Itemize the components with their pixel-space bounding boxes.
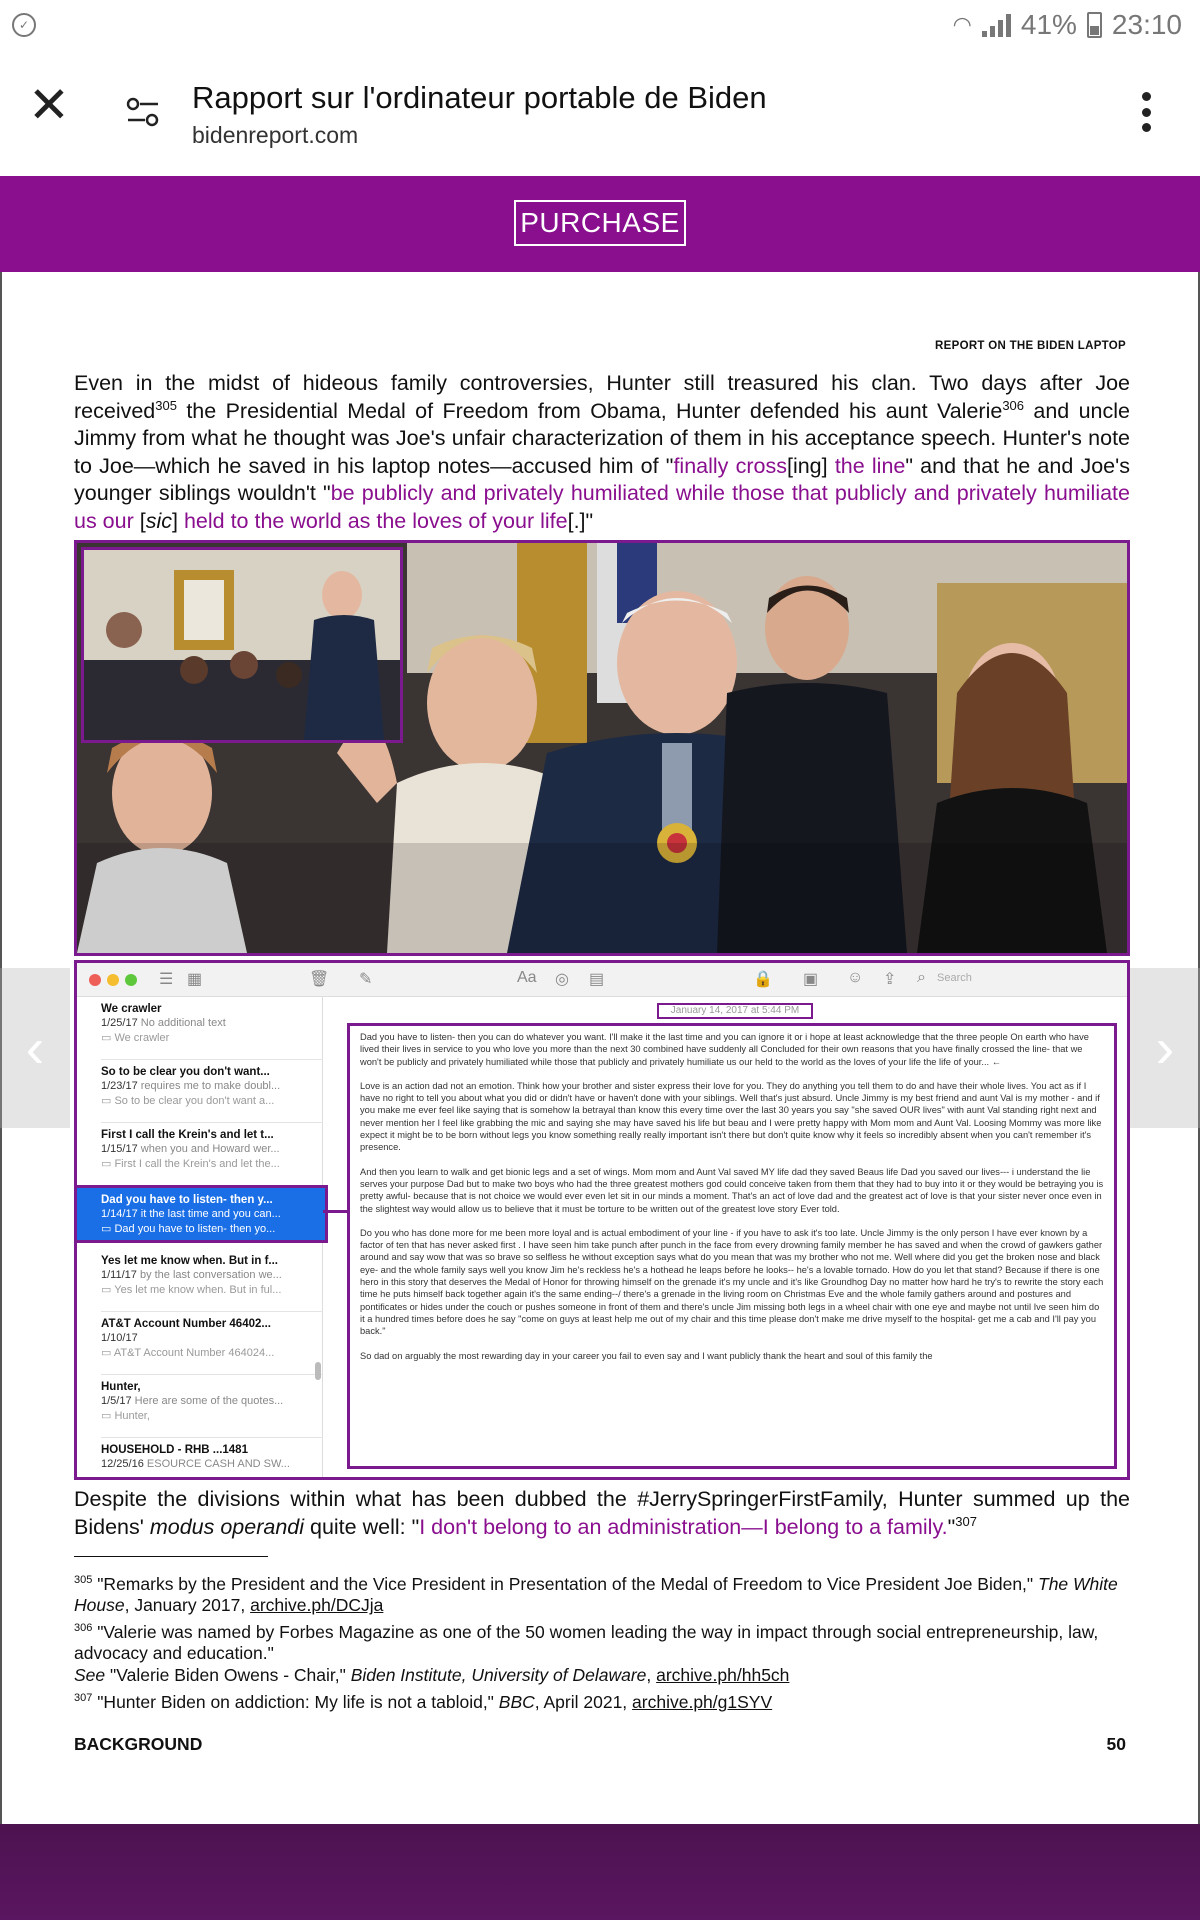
- note-list-item-selected[interactable]: Dad you have to listen- then y... 1/14/17 it the last time and you can... ▭ Dad you have to listen- then yo...: [74, 1185, 328, 1243]
- note-list-item[interactable]: Hunter, 1/5/17 Here are some of the quotes... ▭ Hunter,: [101, 1381, 284, 1422]
- footnote-305: $^{305}$ "Remarks by the President and the Vice President in Presentation of the Medal of Freedom to Vice President Joe Biden," The White House, January 2017, archive.ph/DCJja: [74, 1573, 1118, 1616]
- window-zoom-icon[interactable]: [125, 974, 137, 986]
- signal-icon: [982, 13, 1011, 37]
- purchase-button[interactable]: PURCHASE: [514, 200, 686, 246]
- search-input[interactable]: Search: [937, 972, 972, 984]
- format-icon[interactable]: Aa: [517, 969, 537, 986]
- gallery-view-icon[interactable]: ▦: [187, 971, 203, 988]
- note-paragraph: And then you learn to walk and get bionic legs and a set of wings. Mom mom and Aunt Val saved MY life dad they saved Beaus life Dad you saved our lives--- i understand the lie serves your purpose Dad but to make two boys who had the three greatest mothers god could conceive taken from them that they had to buy into it or they would be betraying you is pretty awful- because that is not choice we would ever even let sit in our minds a moment. That's an act of love dad and the greatest act of love is that your sister never once even in the slightest way would allow us to believe that it must be torture to be written out of the greatest love story Ever told.: [360, 1166, 1104, 1214]
- footnote-ref-305[interactable]: 305: [155, 397, 177, 413]
- page-title: Rapport sur l'ordinateur portable de Biden: [192, 80, 767, 115]
- footnote-link[interactable]: archive.ph/g1SYV: [632, 1691, 773, 1712]
- media-icon[interactable]: ▣: [803, 971, 819, 988]
- footnote-link[interactable]: archive.ph/hh5ch: [656, 1664, 790, 1685]
- note-list-item[interactable]: We crawler 1/25/17 No additional text ▭ We crawler: [101, 1003, 226, 1044]
- footnote-307: $^{307}$ "Hunter Biden on addiction: My life is not a tabloid," BBC, April 2021, archive.ph/g1SYV: [74, 1691, 773, 1712]
- note-paragraph: Do you who has done more for me been more loyal and is actual embodiment of your line - if you have to ask it's too late. Uncle Jimmy is the only person I have ever known by a factor of ten that has never asked first . I have seen him take punch after punch in the face from every drowning family member he has saved and when the crowd of gawkers gather around and say wow that was so brave so selfless he without exception says what do you mean that was my brother who not me. Well where did you get the broken nose and black eye- and the whole family says well you know Jim he's reckless he's a hothead he leaps before he looks-- he's a lovable tornado. How do you let that stand? Because if there is one hero in this story that deserves the Medal of Honor for throwing himself on the grenade it's my uncle and it's like Groundhog Day no matter how hard he try's to rewrite the story each time he puts himself back together again it's the same ending--/ there's a grenade in the living room on Christmas Eve and the whole family gathers around and postures and pontificates or hides under the couch or pushes someone in front of them and there's uncle Jim missing both legs in a wheel chair with one eye and maybe not until Ive seen him do it a hundred times before does he say "come on guys at least help me out of my chair and this time please don't make me drive myself to the hospital- get me a cab and I'll pay you back.": [360, 1227, 1104, 1337]
- report-page: [0, 272, 1200, 1824]
- notes-list-scrollbar[interactable]: [315, 1362, 321, 1380]
- section-footer: BACKGROUND: [74, 1734, 203, 1754]
- notes-app-screenshot: [74, 960, 1130, 1480]
- notification-icon: ✓: [12, 13, 36, 37]
- browser-top-bar: [0, 52, 1200, 176]
- body-paragraph-1: Even in the midst of hideous family controversies, Hunter still treasured his clan. Two days after Joe received$^{305}$ the Presidential Medal of Freedom from Obama, Hunter defended his aunt Valerie$^{306}$ and uncle Jimmy from what he thought was Joe's unfair characterization of them in his acceptance speech. Hunter's note to Joe—which he saved in his laptop notes—accused him of "finally cross[ing] the line" and that he and Joe's younger siblings wouldn't "be publicly and privately humiliated while those that publicly and privately humiliate us our [sic] held to the world as the loves of your life[.]": [74, 371, 1130, 533]
- site-settings-icon[interactable]: [126, 92, 160, 132]
- footnote-ref-306[interactable]: 306: [1002, 397, 1025, 413]
- note-list-item[interactable]: First I call the Krein's and let t... 1/15/17 when you and Howard wer... ▭ First I call the Krein's and let the...: [101, 1129, 280, 1170]
- wifi-icon: ◠: [952, 12, 972, 37]
- battery-percent: 41%: [1020, 9, 1077, 40]
- note-body: [347, 1023, 1117, 1469]
- notes-list: [77, 997, 323, 1480]
- share-icon[interactable]: ⇪: [883, 971, 897, 988]
- body-paragraph-2: Despite the divisions within what has been dubbed the #JerrySpringerFirstFamily, Hunter summed up the Bidens' modus operandi quite well: "I don't belong to an administration—I belong to a family."$^{307}$: [74, 1487, 1130, 1539]
- running-header: REPORT ON THE BIDEN LAPTOP: [935, 340, 1126, 352]
- clock: 23:10: [1111, 9, 1182, 40]
- status-bar: [0, 0, 1200, 52]
- note-date-stamp: January 14, 2017 at 5:44 PM: [657, 1003, 813, 1019]
- lock-icon[interactable]: 🔒: [753, 971, 773, 988]
- footnote-divider: [74, 1556, 268, 1557]
- inset-photo: [81, 547, 403, 743]
- page-url: bidenreport.com: [192, 122, 359, 148]
- note-list-item[interactable]: HOUSEHOLD - RHB ...1481 12/25/16 ESOURCE CASH AND SW...: [101, 1444, 290, 1470]
- medal-ceremony-photo: [74, 540, 1130, 956]
- search-icon[interactable]: ⌕: [917, 969, 926, 986]
- battery-icon: [1087, 12, 1102, 38]
- note-list-item[interactable]: So to be clear you don't want... 1/23/17 requires me to make doubl... ▭ So to be clear you don't want a...: [101, 1066, 281, 1107]
- note-paragraph: Dad you have to listen- then you can do whatever you want. I'll make it the last time and you can ignore it or i hope at least acknowledge that the three people On earth who have lived their lives in service to you who love you more than the next 30 combined have suddenly all Concluded for their own reasons that you have finally crossed the line- that we won't be publicly and privately humiliated while those that publicly and privately humiliate us our held to the world as the loves of your life the life of your... ←: [360, 1032, 1089, 1067]
- page-number: 50: [1106, 1734, 1126, 1754]
- footnote-link[interactable]: archive.ph/DCJja: [250, 1595, 384, 1616]
- share-people-icon[interactable]: ☺: [847, 969, 864, 986]
- previous-page-arrow[interactable]: ‹: [0, 968, 70, 1128]
- compose-icon[interactable]: ✎: [359, 971, 373, 988]
- checklist-icon[interactable]: ◎: [555, 971, 569, 988]
- purchase-banner: [0, 176, 1200, 272]
- close-icon[interactable]: ✕: [28, 77, 70, 133]
- table-icon[interactable]: ▤: [589, 971, 605, 988]
- footnote-306: $^{306}$ "Valerie was named by Forbes Magazine as one of the 50 women leading the way in impact through social entrepreneurship, law, advocacy and education." See "Valerie Biden Owens - Chair," Biden Institute, University of Delaware, archive.ph/hh5ch: [74, 1621, 1099, 1685]
- note-list-item[interactable]: AT&T Account Number 46402... 1/10/17 ▭ AT&T Account Number 464024...: [101, 1318, 275, 1359]
- window-minimize-icon[interactable]: [107, 974, 119, 986]
- note-paragraph: Love is an action dad not an emotion. Think how your brother and sister express their love for you. They do anything you tell them to do and have their whole lives. You act as if I have no right to tell you about what you did or didn't have or haven't done with your siblings. Well that's just absurd. Uncle Jimmy is my best friend and aunt Val is my mother - and if you make me ever feel like saying that is somehow la betrayal than know this every time over the last 30 years you say "she saved OUR lives" with aunt Val standing right next and never mention her I feel like grabbing the mic and saying she may have saved his life but beau and I were pretty happy with Mom mom and Aunt Val. Loosing Mommy was more like expect it might be to be born without legs you know something really really important isn't there but don't quite know why it feels so incredibly absent when you can't remember it's presence.: [360, 1080, 1102, 1153]
- notes-toolbar: [77, 963, 1127, 997]
- footnote-ref-307[interactable]: 307: [955, 1513, 977, 1529]
- window-close-icon[interactable]: [89, 974, 101, 986]
- list-view-icon[interactable]: ☰: [159, 971, 174, 988]
- bottom-bar: [0, 1824, 1200, 1920]
- note-paragraph: So dad on arguably the most rewarding day in your career you fail to even say and I want publicly thank the heart and soul of this family the: [360, 1350, 933, 1361]
- highlight-connector: [323, 1210, 347, 1213]
- next-page-arrow[interactable]: ›: [1130, 968, 1200, 1128]
- more-options-icon[interactable]: [1140, 92, 1152, 132]
- trash-icon[interactable]: 🗑: [309, 971, 330, 988]
- note-list-item[interactable]: Yes let me know when. But in f... 1/11/17 by the last conversation we... ▭ Yes let me know when. But in ful...: [101, 1255, 282, 1296]
- inset-illustration: [84, 550, 400, 740]
